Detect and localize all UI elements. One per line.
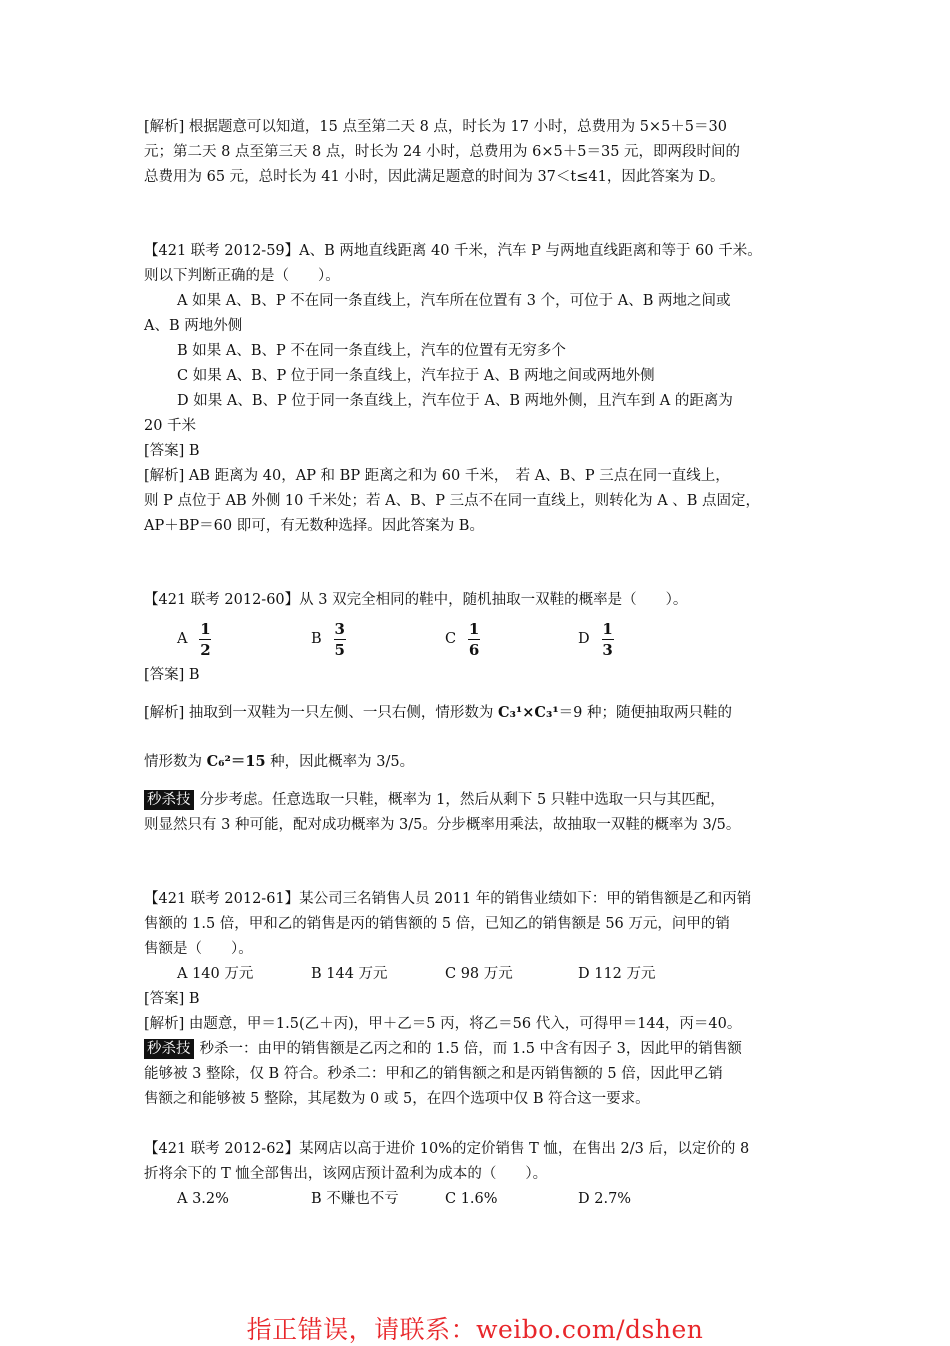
trick-tag: 秒杀技 — [144, 790, 194, 810]
denominator: 3 — [602, 640, 613, 659]
analysis-text: ＝9 种；随便抽取两只鞋的 — [558, 705, 733, 721]
formula: C₃¹×C₃¹ — [498, 704, 559, 721]
contact-footer: 指正错误，请联系：weibo.com/dshen — [246, 1315, 704, 1344]
trick-tag: 秒杀技 — [144, 1039, 194, 1059]
question-60-stem — [144, 588, 812, 613]
trick-60 — [144, 788, 812, 838]
trick-line: 则显然只有 3 种可能，配对成功概率为 3/5。分步概率用乘法，故抽取一双鞋的概率为 3/5。 — [144, 817, 741, 833]
option-a — [177, 615, 211, 663]
analysis-60-line2 — [144, 748, 812, 776]
analysis-line — [144, 748, 812, 776]
question-stem: 【421 联考 2012-61】某公司三名销售人员 2011 年的销售业绩如下：甲的销售额是乙和丙销 — [144, 891, 752, 907]
options-61 — [177, 962, 737, 987]
option-a: A 140 万元 — [177, 966, 254, 982]
option-letter: D — [578, 631, 590, 647]
text-line: [解析] 根据题意可以知道，15 点至第二天 8 点，时长为 17 小时，总费用为 5×5＋5＝30 — [144, 119, 727, 135]
analysis-line: AP＋BP＝60 即可，有无数种选择。因此答案为 B。 — [144, 518, 484, 534]
option-d: D 如果 A、B、P 位于同一条直线上，汽车位于 A、B 两地外侧，且汽车到 A 的距离为 — [177, 393, 733, 409]
denominator: 5 — [334, 640, 345, 659]
denominator: 6 — [468, 640, 480, 659]
fraction-options — [177, 615, 677, 663]
question-stem: 【421 联考 2012-60】从 3 双完全相同的鞋中，随机抽取一双鞋的概率是（ ）。 — [144, 592, 688, 608]
option-b — [311, 615, 346, 663]
question-stem: 折将余下的 T 恤全部售出，该网店预计盈利为成本的（ ）。 — [144, 1166, 548, 1182]
analysis-text: 情形数为 — [144, 754, 207, 770]
numerator: 3 — [334, 619, 345, 638]
analysis-60-line1 — [144, 699, 812, 727]
options-62 — [177, 1187, 737, 1212]
analysis-text: 种，因此概率为 3/5。 — [265, 754, 415, 770]
answer: [答案] B — [144, 667, 200, 683]
analysis-line: 则 P 点位于 AB 外侧 10 千米处；若 A、B、P 三点不在同一直线上，则转化为 A 、B 点固定， — [144, 493, 761, 509]
question-stem: 售额是（ ）。 — [144, 941, 253, 957]
option-d-cont: 20 千米 — [144, 418, 197, 434]
question-stem: 【421 联考 2012-59】A、B 两地直线距离 40 千米，汽车 P 与两地直线距离和等于 60 千米。 — [144, 243, 762, 259]
numerator: 1 — [468, 619, 480, 638]
option-c: C 1.6% — [445, 1191, 498, 1207]
analysis-block-58 — [144, 115, 812, 190]
option-d: D 112 万元 — [578, 966, 656, 982]
option-c: C 98 万元 — [445, 966, 513, 982]
fraction — [468, 619, 480, 660]
option-a-cont: A、B 两地外侧 — [144, 318, 243, 334]
option-letter: C — [445, 631, 457, 647]
text-line: 总费用为 65 元，总时长为 41 小时，因此满足题意的时间为 37＜t≤41，因此答案为 D。 — [144, 169, 725, 185]
question-59 — [144, 239, 812, 539]
option-letter: B — [311, 631, 322, 647]
option-d — [578, 615, 614, 663]
question-61 — [144, 887, 812, 962]
answer: [答案] B — [144, 443, 200, 459]
analysis-line: [解析] 由题意，甲＝1.5(乙＋丙)，甲＋乙＝5 丙，将乙＝56 代入，可得甲＝144，丙＝40。 — [144, 1016, 742, 1032]
option-c: C 如果 A、B、P 位于同一条直线上，汽车拉于 A、B 两地之间或两地外侧 — [177, 368, 655, 384]
denominator: 2 — [200, 640, 211, 659]
fraction — [199, 619, 211, 660]
option-letter: A — [177, 631, 188, 647]
formula: C₆²＝15 — [206, 753, 266, 770]
numerator: 1 — [200, 619, 211, 638]
option-a: A 如果 A、B、P 不在同一条直线上，汽车所在位置有 3 个，可位于 A、B 两地之间或 — [177, 293, 731, 309]
fraction — [334, 619, 346, 660]
trick-line: 能够被 3 整除，仅 B 符合。秒杀二：甲和乙的销售额之和是丙销售额的 5 倍，因此甲乙销 — [144, 1066, 723, 1082]
question-stem: 售额的 1.5 倍，甲和乙的销售是丙的销售额的 5 倍，已知乙的销售额是 56 万元，问甲的销 — [144, 916, 730, 932]
option-c — [445, 615, 480, 663]
analysis-line: [解析] AB 距离为 40，AP 和 BP 距离之和为 60 千米， 若 A、B、P 三点在同一直线上， — [144, 468, 730, 484]
option-b: B 144 万元 — [311, 966, 388, 982]
answer-60 — [144, 663, 812, 688]
analysis-line — [144, 699, 812, 727]
option-a: A 3.2% — [177, 1191, 229, 1207]
analysis-text: [解析] 抽取到一双鞋为一只左侧、一只右侧，情形数为 — [144, 705, 499, 721]
fraction — [602, 619, 614, 660]
trick-line — [144, 788, 812, 813]
trick-line: 售额之和能够被 5 整除，其尾数为 0 或 5，在四个选项中仅 B 符合这一要求。 — [144, 1091, 650, 1107]
answer-analysis-61 — [144, 987, 812, 1112]
question-stem: 【421 联考 2012-62】某网店以高于进价 10%的定价销售 T 恤，在售出 2/3 后，以定价的 8 — [144, 1141, 750, 1157]
option-b: B 不赚也不亏 — [311, 1191, 399, 1207]
question-stem: 则以下判断正确的是（ ）。 — [144, 268, 340, 284]
trick-line — [144, 1037, 812, 1062]
numerator: 1 — [602, 619, 613, 638]
text-line: 元；第二天 8 点至第三天 8 点，时长为 24 小时，总费用为 6×5＋5＝35 元，即两段时间的 — [144, 144, 741, 160]
option-b: B 如果 A、B、P 不在同一条直线上，汽车的位置有无穷多个 — [177, 343, 566, 359]
trick-text: 秒杀一：由甲的销售额是乙丙之和的 1.5 倍，而 1.5 中含有因子 3，因此甲的销售额 — [199, 1041, 742, 1057]
option-d: D 2.7% — [578, 1191, 632, 1207]
answer: [答案] B — [144, 991, 200, 1007]
trick-text: 分步考虑。任意选取一只鞋，概率为 1，然后从剩下 5 只鞋中选取一只与其匹配， — [199, 792, 725, 808]
question-62 — [144, 1137, 812, 1187]
